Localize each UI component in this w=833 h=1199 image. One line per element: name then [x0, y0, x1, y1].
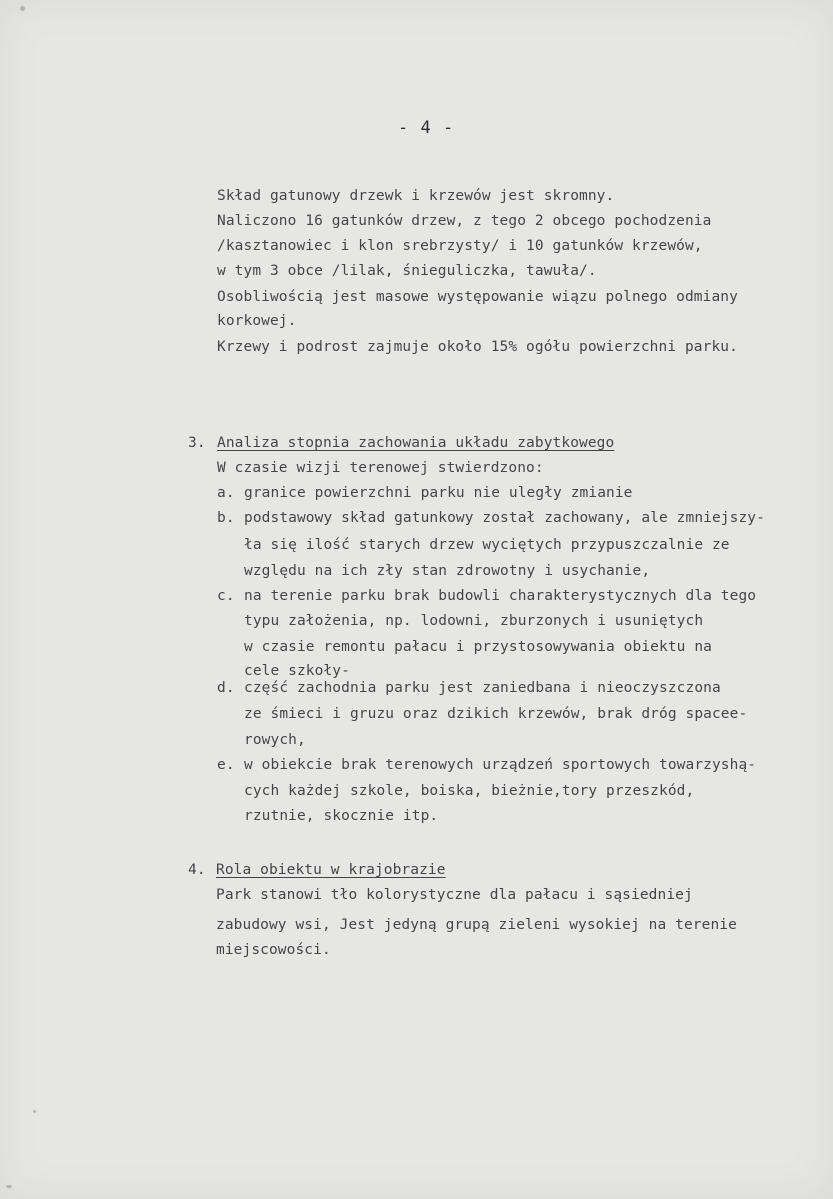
item-b-text: podstawowy skład gatunkowy został zachowany, ale zmniejszy- [244, 510, 765, 526]
paper-mark [33, 1110, 36, 1113]
section-3-heading: Analiza stopnia zachowania układu zabytkowego [217, 435, 615, 451]
section-4-heading: Rola obiektu w krajobrazie [216, 862, 446, 878]
intro-line: Naliczono 16 gatunków drzew, z tego 2 obcego pochodzenia [217, 213, 712, 229]
item-b-text: względu na ich zły stan zdrowotny i usychanie, [244, 563, 651, 579]
section-4-line: Park stanowi tło kolorystyczne dla pałacu i sąsiedniej [216, 887, 693, 903]
intro-line: /kasztanowiec i klon srebrzysty/ i 10 gatunków krzewów, [217, 238, 703, 254]
item-d-label: d. [217, 680, 235, 696]
item-c-label: c. [217, 588, 235, 604]
intro-line: Osobliwością jest masowe występowanie wiązu polnego odmiany [217, 289, 738, 305]
paper-mark [20, 6, 25, 11]
section-4-line: zabudowy wsi, Jest jedyną grupą zieleni wysokiej na terenie [216, 917, 737, 933]
section-4-line: miejscowości. [216, 942, 331, 958]
item-c-text: na terenie parku brak budowli charakterystycznych dla tego [244, 588, 757, 604]
item-a-label: a. [217, 485, 235, 501]
item-d-text: ze śmieci i gruzu oraz dzikich krzewów, brak dróg spacee- [244, 706, 748, 722]
section-4-number: 4. [188, 862, 206, 878]
item-a-text: granice powierzchni parku nie uległy zmianie [244, 485, 633, 501]
item-c-text: w czasie remontu pałacu i przystosowywania obiektu na [244, 639, 712, 655]
item-b-label: b. [217, 510, 235, 526]
intro-line: korkowej. [217, 313, 297, 329]
intro-line: Krzewy i podrost zajmuje około 15% ogółu powierzchni parku. [217, 339, 738, 355]
item-c-text: cele szkoły- [244, 663, 350, 679]
item-d-text: rowych, [244, 732, 306, 748]
page-number: - 4 - [398, 118, 455, 138]
section-3-intro: W czasie wizji terenowej stwierdzono: [217, 460, 544, 476]
item-e-label: e. [217, 757, 235, 773]
paper-mark [6, 1185, 12, 1188]
intro-line: w tym 3 obce /lilak, śnieguliczka, tawuła/. [217, 263, 597, 279]
item-e-text: w obiekcie brak terenowych urządzeń sportowych towarzyshą- [244, 757, 757, 773]
item-c-text: typu założenia, np. lodowni, zburzonych i usuniętych [244, 613, 704, 629]
item-b-text: ła się ilość starych drzew wyciętych przypuszczalnie ze [244, 537, 730, 553]
item-e-text: rzutnie, skocznie itp. [244, 808, 439, 824]
intro-line: Skład gatunowy drzewk i krzewów jest skromny. [217, 188, 615, 204]
item-d-text: część zachodnia parku jest zaniedbana i nieoczyszczona [244, 680, 721, 696]
item-e-text: cych każdej szkole, boiska, bieżnie,tory przeszkód, [244, 783, 695, 799]
section-3-number: 3. [188, 435, 206, 451]
